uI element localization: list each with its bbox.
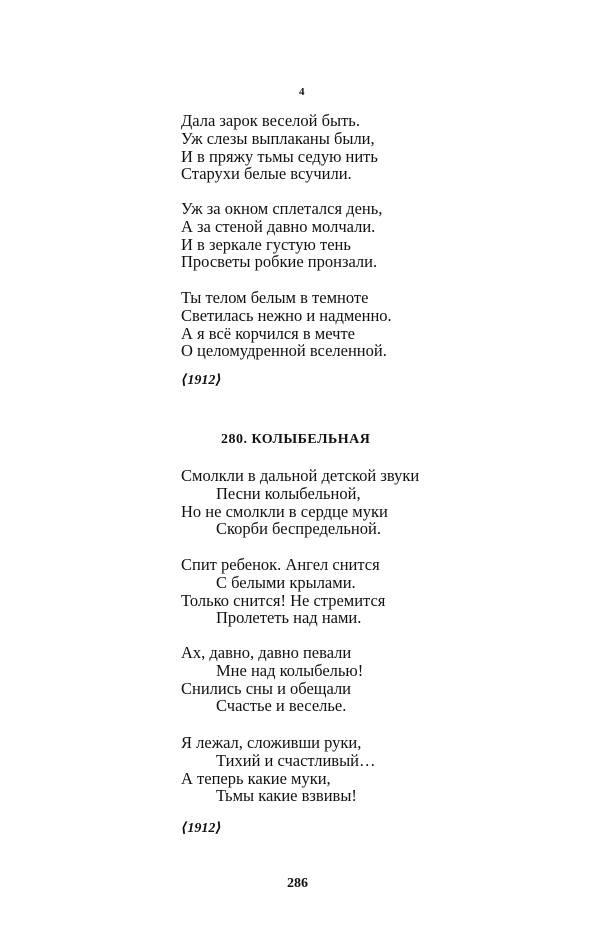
poem-line: О целомудренной вселенной. — [181, 341, 387, 361]
poem-line: Просветы робкие пронзали. — [181, 252, 378, 272]
poem-line: Мне над колыбелью! — [216, 660, 364, 680]
poem-line: Смолкли в дальной детской звуки — [181, 466, 420, 485]
stanza — [181, 556, 385, 627]
poem-line: Счастье и веселье. — [216, 696, 347, 716]
poem-line: А теперь какие муки, — [181, 768, 331, 788]
poem-line: Тихий и счастливый… — [216, 750, 376, 770]
poem-line: Пролететь над нами. — [216, 608, 362, 628]
poem-line: Дала зарок веселой быть. — [181, 111, 360, 130]
poem-line: Светилась нежно и надменно. — [181, 305, 392, 325]
poem-line: И в зеркале густую тень — [181, 234, 351, 254]
stanza — [181, 644, 363, 715]
stanza — [181, 289, 392, 360]
poem-line: Спит ребенок. Ангел снится — [181, 555, 380, 574]
poem-line: Ах, давно, давно певали — [181, 643, 352, 662]
poem-line: И в пряжу тьмы седую нить — [181, 146, 378, 166]
poem-line: Только снится! Не стремится — [181, 590, 386, 610]
poem-line: Старухи белые всучили. — [181, 164, 352, 184]
poem-line: Снились сны и обещали — [181, 678, 352, 698]
poem-line: Уж слезы выплаканы были, — [181, 128, 375, 148]
poem-line: Я лежал, сложивши руки, — [181, 733, 362, 752]
poem-line: Уж за окном сплетался день, — [181, 199, 383, 218]
poem-date: ⟨1912⟩ — [181, 821, 222, 836]
stanza — [181, 112, 378, 183]
poem-line: Песни колыбельной, — [216, 483, 361, 503]
poem-date: ⟨1912⟩ — [181, 373, 222, 388]
poem-line: Скорби беспредельной. — [216, 519, 381, 539]
poem-line: Тьмы какие взвивы! — [216, 786, 357, 806]
poem-title: 280. КОЛЫБЕЛЬНАЯ — [221, 432, 371, 447]
page-number: 286 — [287, 876, 308, 891]
stanza — [181, 200, 382, 271]
stanza — [181, 734, 376, 805]
stanza — [181, 467, 419, 538]
poem-line: А я всё корчился в мечте — [181, 323, 355, 343]
section-mark: 4 — [299, 86, 305, 98]
poem-line: С белыми крылами. — [216, 572, 356, 592]
poem-line: Но не смолкли в сердце муки — [181, 501, 388, 521]
poem-line: А за стеной давно молчали. — [181, 216, 376, 236]
poem-line: Ты телом белым в темноте — [181, 288, 369, 307]
